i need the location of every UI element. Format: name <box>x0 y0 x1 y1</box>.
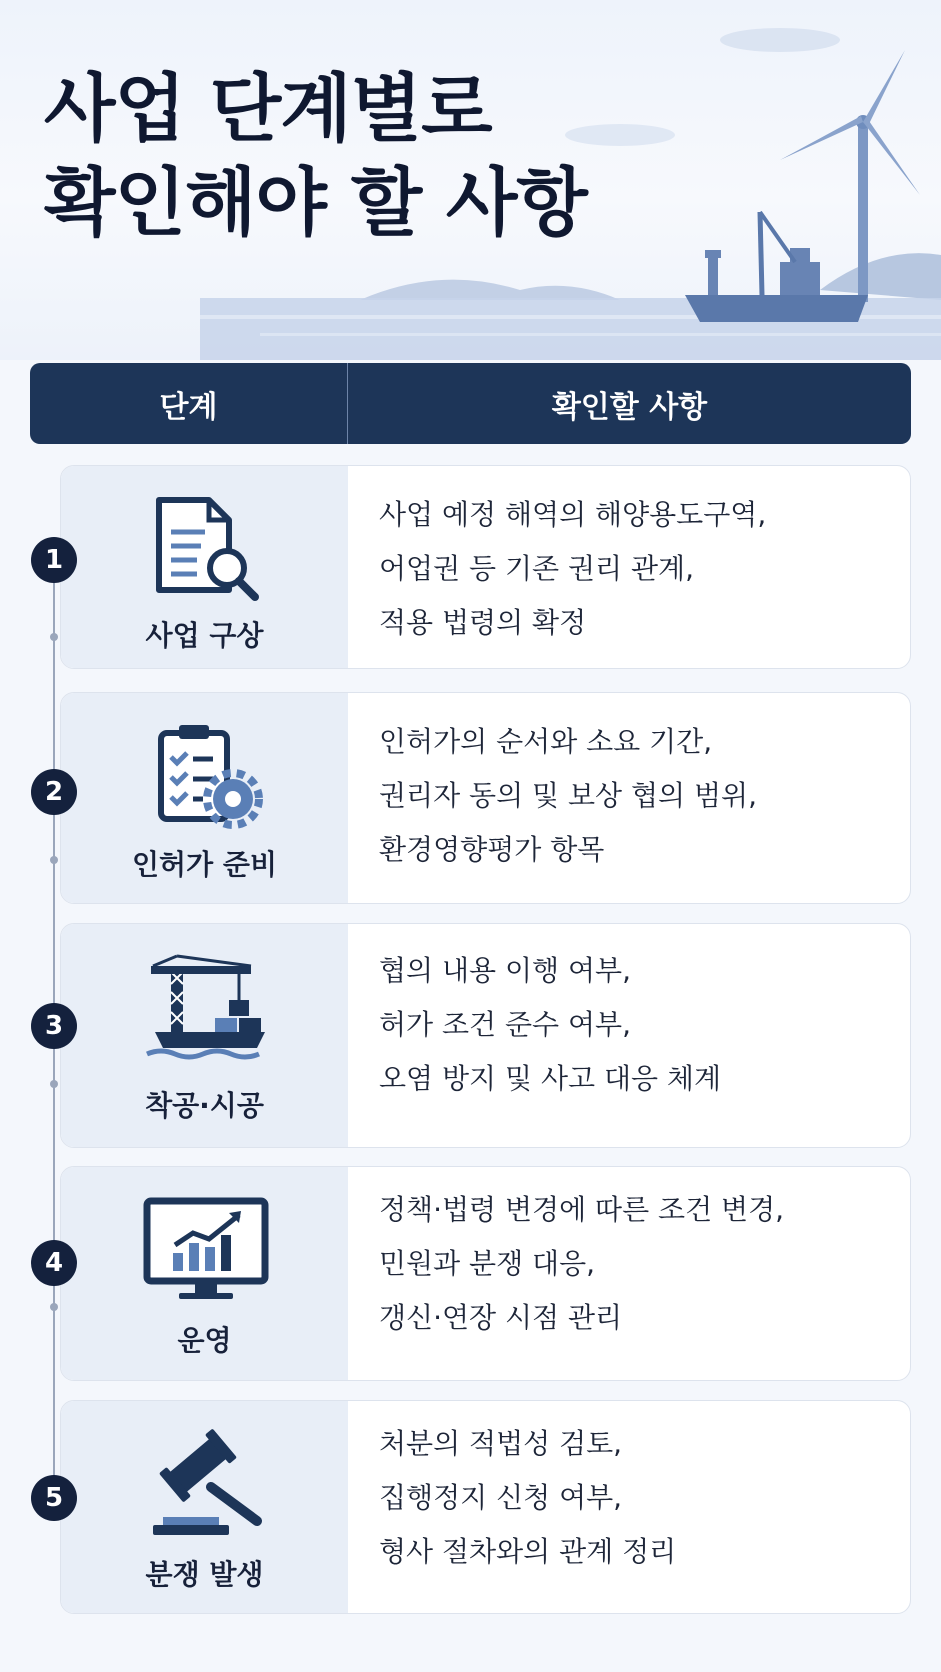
step-items-list <box>379 1417 676 1579</box>
document-search-icon <box>141 494 271 604</box>
step-card-5 <box>60 1400 911 1614</box>
monitor-chart-icon <box>141 1195 271 1305</box>
timeline-dot <box>50 1080 58 1088</box>
step-item: 인허가의 순서와 소요 기간, <box>379 725 713 758</box>
step-item: 어업권 등 기존 권리 관계, <box>379 552 694 585</box>
step-item: 정책·법령 변경에 따른 조건 변경, <box>379 1193 785 1226</box>
step-card-4 <box>60 1166 911 1381</box>
step-items-list <box>379 488 766 650</box>
timeline-dot <box>50 1303 58 1311</box>
step-item: 형사 절차와의 관계 정리 <box>379 1535 677 1568</box>
step-item: 오염 방지 및 사고 대응 체계 <box>379 1062 722 1095</box>
step-item: 집행정지 신청 여부, <box>379 1481 623 1514</box>
step-card-3 <box>60 923 911 1148</box>
step-card-1 <box>60 465 911 669</box>
step-item: 처분의 적법성 검토, <box>379 1427 623 1460</box>
step-number-badge: 2 <box>31 769 77 815</box>
step-item: 권리자 동의 및 보상 협의 범위, <box>379 779 757 812</box>
timeline-dot <box>50 856 58 864</box>
step-card-2 <box>60 692 911 904</box>
step-item: 갱신·연장 시점 관리 <box>379 1301 623 1334</box>
step-number-badge: 1 <box>31 537 77 583</box>
step-item: 민원과 분쟁 대응, <box>379 1247 596 1280</box>
step-number-badge: 3 <box>31 1003 77 1049</box>
title-line-1: 사업 단계별로 <box>44 66 492 152</box>
page-title <box>44 62 587 250</box>
table-header <box>30 363 911 444</box>
step-number-badge: 4 <box>31 1240 77 1286</box>
step-item: 허가 조건 준수 여부, <box>379 1008 631 1041</box>
step-stage-label: 분쟁 발생 <box>145 1558 264 1591</box>
step-item: 적용 법령의 확정 <box>379 606 587 639</box>
step-item: 사업 예정 해역의 해양용도구역, <box>379 498 767 531</box>
step-items-list <box>379 1183 784 1345</box>
step-stage-label: 착공·시공 <box>145 1089 264 1122</box>
step-number-badge: 5 <box>31 1475 77 1521</box>
step-item: 환경영향평가 항목 <box>379 833 605 866</box>
step-items-list <box>379 715 757 877</box>
gavel-icon <box>141 1429 271 1539</box>
step-stage-label: 인허가 준비 <box>132 848 277 881</box>
checklist-gear-icon <box>141 721 271 831</box>
header-items-label: 확인할 사항 <box>551 389 708 425</box>
header-stage-label: 단계 <box>159 389 218 425</box>
step-item: 협의 내용 이행 여부, <box>379 954 631 987</box>
step-items-list <box>379 944 721 1106</box>
title-line-2: 확인해야 할 사항 <box>44 160 587 246</box>
hero-banner <box>0 0 941 360</box>
crane-ship-icon <box>141 952 271 1062</box>
timeline-dot <box>50 633 58 641</box>
step-stage-label: 운영 <box>177 1324 232 1357</box>
step-stage-label: 사업 구상 <box>145 619 264 652</box>
